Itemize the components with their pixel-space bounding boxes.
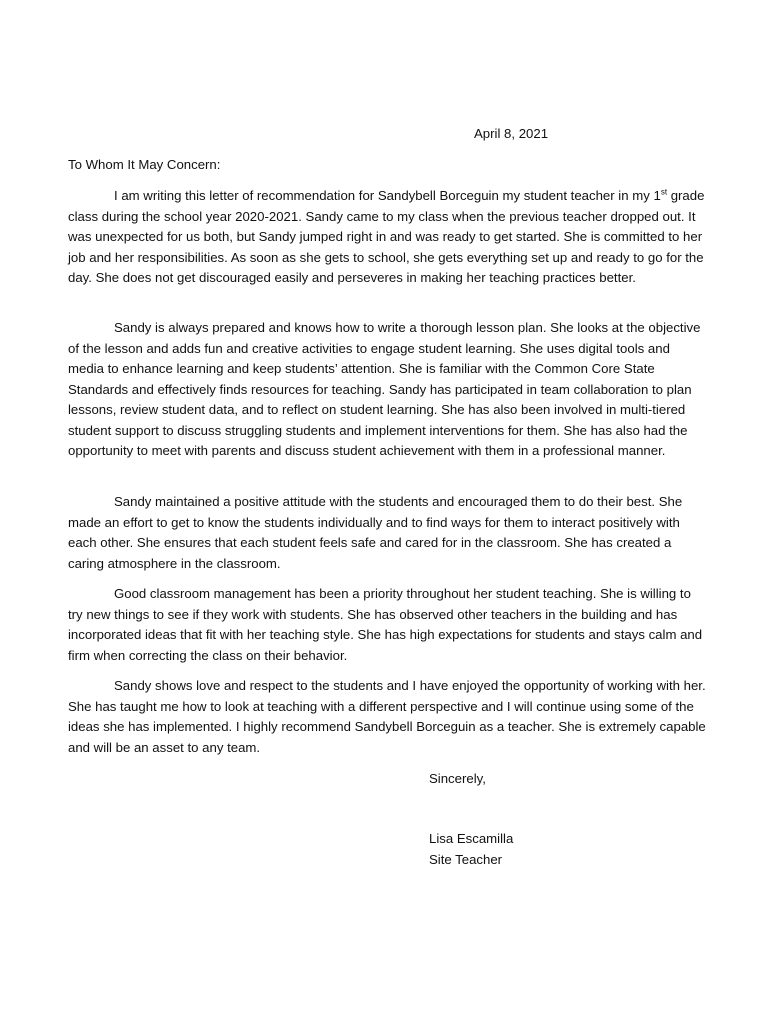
- signer-name: Lisa Escamilla: [429, 831, 514, 846]
- letter-date: April 8, 2021: [474, 126, 549, 141]
- paragraph-5: Sandy shows love and respect to the students and I have enjoyed the opportunity of working with her. She has taught me how to look at teaching with a different perspective and I will continue using some of the ideas she has implemented. I highly recommend Sandybell Borceguin as a teacher. She is extremely capable and will be an asset to any team.: [68, 678, 706, 755]
- closing: Sincerely,: [429, 771, 486, 786]
- paragraph-1-start: I am writing this letter of recommendation for Sandybell Borceguin my student teacher in my 1: [114, 188, 661, 203]
- paragraph-1-rest: grade class during the school year 2020-2021. Sandy came to my class when the previous teacher dropped out. It was unexpected for us both, but Sandy jumped right in and was ready to get started. She is committed to her job and her responsibilities. As soon as she gets to school, she gets everything set up and ready to go for the day. She does not get discouraged easily and perseveres in making her teaching practices better.: [68, 188, 705, 285]
- signer-title: Site Teacher: [429, 852, 503, 867]
- salutation: To Whom It May Concern:: [68, 157, 221, 172]
- paragraph-3: Sandy maintained a positive attitude with the students and encouraged them to do their best. She made an effort to get to know the students individually and to find ways for them to interact positively with each other. She ensures that each student feels safe and cared for in the classroom. She has created a caring atmosphere in the classroom.: [68, 494, 683, 571]
- ordinal-suffix: st: [660, 187, 668, 197]
- paragraph-1: [68, 186, 706, 289]
- paragraph-2: Sandy is always prepared and knows how to write a thorough lesson plan. She looks at the objective of the lesson and adds fun and creative activities to engage student learning. She uses digital tools and media to enhance learning and keep students’ attention. She is familiar with the Common Core State Standards and effectively finds resources for teaching. Sandy has participated in team collaboration to plan lessons, review student data, and to reflect on student learning. She has also been involved in multi-tiered student support to discuss struggling students and implement interventions for them. She has also had the opportunity to meet with parents and discuss student achievement with them in a professional manner.: [68, 320, 701, 458]
- paragraph-4: Good classroom management has been a priority throughout her student teaching. She is willing to try new things to see if they work with students. She has observed other teachers in the building and has incorporated ideas that fit with her teaching style. She has high expectations for students and stays calm and firm when correcting the class on their behavior.: [68, 586, 703, 663]
